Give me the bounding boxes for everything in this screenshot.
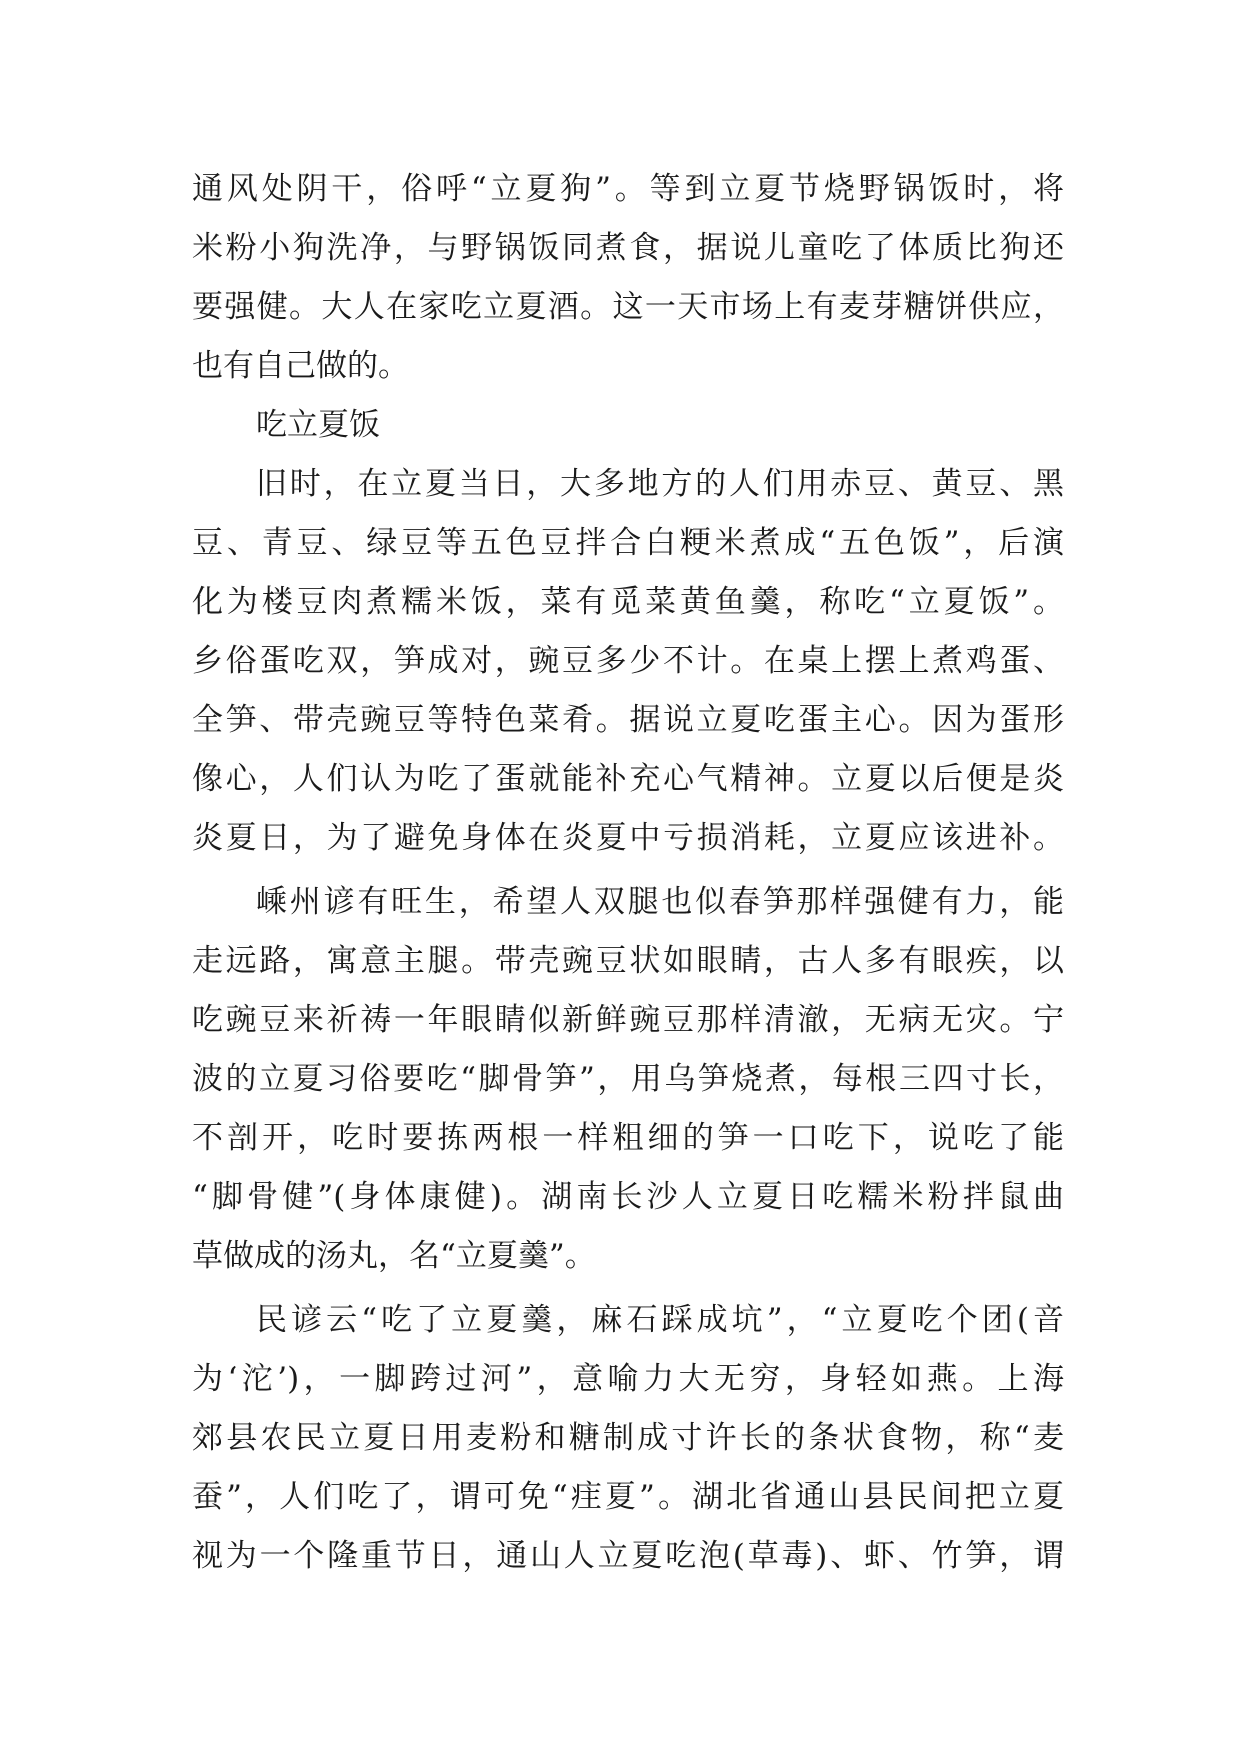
text-line: 像心，人们认为吃了蛋就能补充心气精神。立夏以后便是炎 bbox=[192, 761, 1064, 797]
text-line: 全笋、带壳豌豆等特色菜肴。据说立夏吃蛋主心。因为蛋形 bbox=[192, 702, 1064, 738]
text-line: 民谚云“吃了立夏羹，麻石踩成坑”，“立夏吃个团(音 bbox=[256, 1302, 1064, 1338]
text-line: 豆、青豆、绿豆等五色豆拌合白粳米煮成“五色饭”，后演 bbox=[192, 525, 1064, 561]
body-text bbox=[192, 160, 1064, 1586]
text-line: 为‘沱’)，一脚跨过河”，意喻力大无穷，身轻如燕。上海 bbox=[192, 1361, 1064, 1397]
text-line: 波的立夏习俗要吃“脚骨笋”，用乌笋烧煮，每根三四寸长， bbox=[192, 1061, 1064, 1097]
text-line: 不剖开，吃时要拣两根一样粗细的笋一口吃下，说吃了能 bbox=[192, 1120, 1064, 1156]
text-line: 吃豌豆来祈祷一年眼睛似新鲜豌豆那样清澈，无病无灾。宁 bbox=[192, 1002, 1064, 1038]
text-line: 蚕”，人们吃了，谓可免“疰夏”。湖北省通山县民间把立夏 bbox=[192, 1479, 1064, 1515]
text-line: 乡俗蛋吃双，笋成对，豌豆多少不计。在桌上摆上煮鸡蛋、 bbox=[192, 643, 1064, 679]
text-line: “脚骨健”(身体康健)。湖南长沙人立夏日吃糯米粉拌鼠曲 bbox=[192, 1179, 1064, 1215]
text-line: 草做成的汤丸，名“立夏羹”。 bbox=[192, 1238, 596, 1274]
text-line: 旧时，在立夏当日，大多地方的人们用赤豆、黄豆、黑 bbox=[256, 466, 1064, 502]
text-line: 米粉小狗洗净，与野锅饭同煮食，据说儿童吃了体质比狗还 bbox=[192, 230, 1064, 266]
section-heading: 吃立夏饭 bbox=[256, 407, 380, 443]
text-line: 要强健。大人在家吃立夏酒。这一天市场上有麦芽糖饼供应， bbox=[192, 289, 1064, 325]
text-line: 郊县农民立夏日用麦粉和糖制成寸许长的条状食物，称“麦 bbox=[192, 1420, 1064, 1456]
text-line: 嵊州谚有旺生，希望人双腿也似春笋那样强健有力，能 bbox=[256, 884, 1064, 920]
text-line: 通风处阴干，俗呼“立夏狗”。等到立夏节烧野锅饭时，将 bbox=[192, 171, 1064, 207]
text-line: 炎夏日，为了避免身体在炎夏中亏损消耗，立夏应该进补。 bbox=[192, 820, 1064, 856]
text-line: 走远路，寓意主腿。带壳豌豆状如眼睛，古人多有眼疾，以 bbox=[192, 943, 1064, 979]
text-line: 视为一个隆重节日，通山人立夏吃泡(草毒)、虾、竹笋，谓 bbox=[192, 1538, 1064, 1574]
text-line: 化为楼豆肉煮糯米饭，菜有觅菜黄鱼羹，称吃“立夏饭”。 bbox=[192, 584, 1064, 620]
text-line: 也有自己做的。 bbox=[192, 348, 409, 384]
